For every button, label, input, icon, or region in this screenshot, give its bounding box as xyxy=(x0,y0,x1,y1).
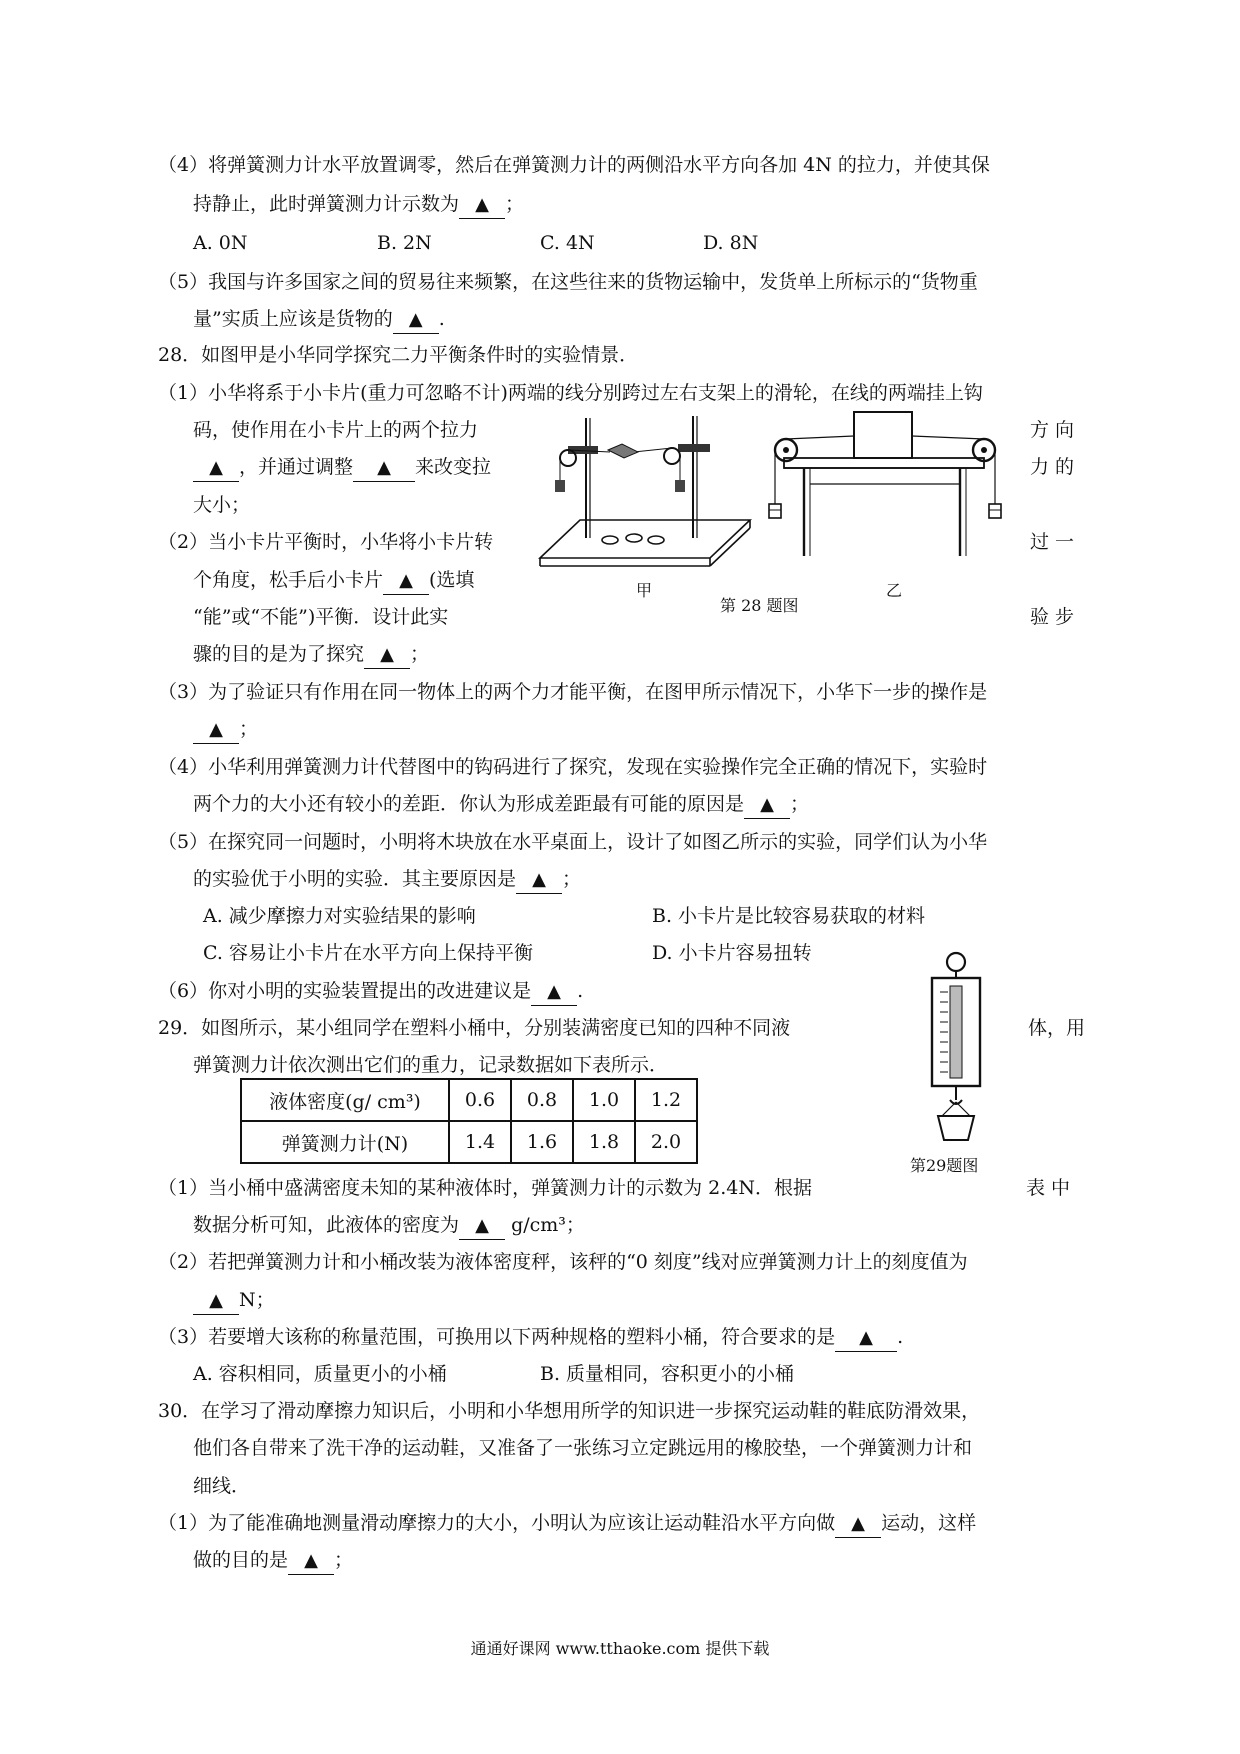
q27-option-a: A. 0N xyxy=(193,232,248,254)
table-cell: 1.6 xyxy=(511,1121,573,1163)
q29-option-b: B. 质量相同，容积更小的小桶 xyxy=(540,1363,795,1385)
answer-blank[interactable]: ▲ xyxy=(193,454,239,482)
q28-part2-line3-right: 验 步 xyxy=(1030,606,1075,628)
q29-part1-line1-right: 表 中 xyxy=(1026,1177,1071,1199)
q28-option-b: B. 小卡片是比较容易获取的材料 xyxy=(652,905,926,927)
q29-part2-line2: ▲ N； xyxy=(193,1287,275,1315)
figure-28-jia-apparatus xyxy=(538,408,753,568)
q28-part4-line1: （4）小华利用弹簧测力计代替图中的钩码进行了探究，发现在实验操作完全正确的情况下，实验时 xyxy=(158,756,988,778)
answer-blank[interactable]: ▲ xyxy=(459,1212,505,1240)
answer-blank[interactable]: ▲ xyxy=(288,1547,334,1575)
table-cell: 2.0 xyxy=(635,1121,697,1163)
table-row xyxy=(241,1079,697,1121)
q27-part4-line1: （4）将弹簧测力计水平放置调零，然后在弹簧测力计的两侧沿水平方向各加 4N 的拉力，并使其保 xyxy=(158,154,990,176)
q28-part4-line2: 两个力的大小还有较小的差距．你认为形成差距最有可能的原因是 ▲ ； xyxy=(193,791,809,819)
answer-blank[interactable]: ▲ xyxy=(383,567,429,595)
q28-part1-line3: ▲ ，并通过调整 ▲ 来改变拉 xyxy=(193,454,491,482)
figure-28-yi-apparatus xyxy=(764,406,1014,566)
q27-option-c: C. 4N xyxy=(540,232,595,254)
q28-part2-line4: 骤的目的是为了探究 ▲ ； xyxy=(193,641,429,669)
q27-option-b: B. 2N xyxy=(377,232,432,254)
table-cell: 1.4 xyxy=(449,1121,511,1163)
page-footer: 通通好课网 www.tthaoke.com 提供下载 xyxy=(470,1639,770,1658)
figure-29-spring-scale xyxy=(912,950,1002,1145)
q30-line3: 细线． xyxy=(193,1475,251,1497)
q28-part1-line3-right: 力 的 xyxy=(1030,456,1075,478)
q28-title: 28．如图甲是小华同学探究二力平衡条件时的实验情景． xyxy=(158,344,639,366)
answer-blank[interactable]: ▲ xyxy=(364,641,410,669)
q29-option-a: A. 容积相同，质量更小的小桶 xyxy=(193,1363,447,1385)
answer-blank[interactable]: ▲ xyxy=(193,1287,239,1315)
q28-option-d: D. 小卡片容易扭转 xyxy=(652,942,812,964)
answer-blank[interactable]: ▲ xyxy=(459,191,505,219)
q29-title-right: 体，用 xyxy=(1028,1017,1086,1039)
q27-part5-line1: （5）我国与许多国家之间的贸易往来频繁，在这些往来的货物运输中，发货单上所标示的“货物重 xyxy=(158,271,978,293)
figure-29-caption: 第29题图 xyxy=(910,1156,979,1175)
q29-data-table xyxy=(240,1078,698,1164)
table-header-density: 液体密度(g/ cm³) xyxy=(241,1079,449,1121)
q29-part1-line2: 数据分析可知，此液体的密度为 ▲ g/cm³； xyxy=(193,1212,585,1240)
q28-part3-line1: （3）为了验证只有作用在同一物体上的两个力才能平衡，在图甲所示情况下，小华下一步的操作是 xyxy=(158,681,988,703)
q28-part2-line1: （2）当小卡片平衡时，小华将小卡片转 xyxy=(158,531,494,553)
q29-part1-line1: （1）当小桶中盛满密度未知的某种液体时，弹簧测力计的示数为 2.4N．根据 xyxy=(158,1177,812,1199)
answer-blank[interactable]: ▲ xyxy=(393,306,439,334)
q28-part1-line4: 大小； xyxy=(193,494,251,516)
q28-part6-line1: （6）你对小明的实验装置提出的改进建议是 ▲ . xyxy=(158,978,583,1006)
q27-part4-line2: 持静止，此时弹簧测力计示数为 ▲ ； xyxy=(193,191,524,219)
q28-part5-line1: （5）在探究同一问题时，小明将木块放在水平桌面上，设计了如图乙所示的实验，同学们认为小华 xyxy=(158,831,988,853)
answer-blank[interactable]: ▲ xyxy=(193,716,239,744)
q29-part2-line1: （2）若把弹簧测力计和小桶改装为液体密度秤，该秤的“0 刻度”线对应弹簧测力计上的刻度值为 xyxy=(158,1251,968,1273)
table-header-force: 弹簧测力计(N) xyxy=(241,1121,449,1163)
table-cell: 1.2 xyxy=(635,1079,697,1121)
answer-blank[interactable]: ▲ xyxy=(531,978,577,1006)
q29-part3-line1: （3）若要增大该称的称量范围，可换用以下两种规格的塑料小桶，符合要求的是 ▲ . xyxy=(158,1324,903,1352)
table-cell: 1.8 xyxy=(573,1121,635,1163)
figure-28-caption: 第 28 题图 xyxy=(720,596,799,615)
table-cell: 0.8 xyxy=(511,1079,573,1121)
figure-label-yi: 乙 xyxy=(886,581,903,600)
q28-part2-line3: “能”或“不能”)平衡．设计此实 xyxy=(193,606,449,628)
q29-line2: 弹簧测力计依次测出它们的重力，记录数据如下表所示． xyxy=(193,1054,669,1076)
table-cell: 0.6 xyxy=(449,1079,511,1121)
q27-option-d: D. 8N xyxy=(703,232,759,254)
answer-blank[interactable]: ▲ xyxy=(835,1324,897,1352)
answer-blank[interactable]: ▲ xyxy=(353,454,415,482)
q28-option-c: C. 容易让小卡片在水平方向上保持平衡 xyxy=(203,942,533,964)
q30-line2: 他们各自带来了洗干净的运动鞋，又准备了一张练习立定跳远用的橡胶垫，一个弹簧测力计和 xyxy=(193,1437,973,1459)
q28-part3-line2: ▲ ； xyxy=(193,716,258,744)
q28-part1-line2-right: 方 向 xyxy=(1030,419,1075,441)
table-row xyxy=(241,1121,697,1163)
answer-blank[interactable]: ▲ xyxy=(835,1510,881,1538)
q28-part2-line1-right: 过 一 xyxy=(1030,531,1075,553)
q30-part1-line1: （1）为了能准确地测量滑动摩擦力的大小，小明认为应该让运动鞋沿水平方向做 ▲ 运动，这样 xyxy=(158,1510,976,1538)
answer-blank[interactable]: ▲ xyxy=(516,866,562,894)
q28-part1-line2: 码，使作用在小卡片上的两个拉力 xyxy=(193,419,479,441)
answer-blank[interactable]: ▲ xyxy=(744,791,790,819)
q27-part5-line2: 量”实质上应该是货物的 ▲ . xyxy=(193,306,445,334)
q29-title: 29．如图所示，某小组同学在塑料小桶中，分别装满密度已知的四种不同液 xyxy=(158,1017,791,1039)
q30-part1-line2: 做的目的是 ▲ ； xyxy=(193,1547,353,1575)
q28-part1-line1: （1）小华将系于小卡片(重力可忽略不计)两端的线分别跨过左右支架上的滑轮，在线的两端挂上钩 xyxy=(158,382,983,404)
q28-part5-line2: 的实验优于小明的实验．其主要原因是 ▲ ； xyxy=(193,866,581,894)
q28-part2-line2: 个角度，松手后小卡片 ▲ (选填 xyxy=(193,567,474,595)
table-cell: 1.0 xyxy=(573,1079,635,1121)
q30-title: 30．在学习了滑动摩擦力知识后，小明和小华想用所学的知识进一步探究运动鞋的鞋底防滑效果， xyxy=(158,1400,981,1422)
q28-option-a: A. 减少摩擦力对实验结果的影响 xyxy=(203,905,476,927)
figure-label-jia: 甲 xyxy=(636,581,653,600)
